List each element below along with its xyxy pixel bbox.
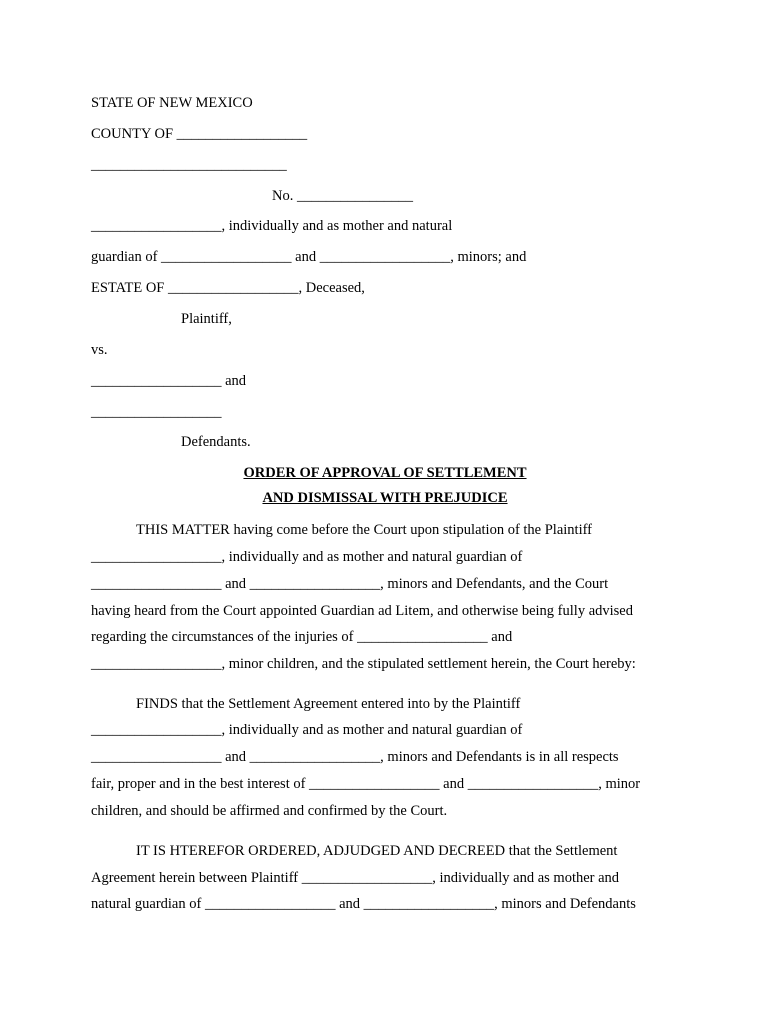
paragraph1-line: __________________, minor children, and the stipulated settlement herein, the Court hereby:	[91, 656, 636, 672]
plaintiff-line-3: ESTATE OF __________________, Deceased,	[91, 280, 365, 296]
paragraph2-line: FINDS that the Settlement Agreement entered into by the Plaintiff	[136, 696, 521, 712]
paragraph2-line: __________________, individually and as mother and natural guardian of	[91, 722, 523, 738]
paragraph2-line: __________________ and __________________, minors and Defendants is in all respects	[91, 749, 619, 765]
defendants-label: Defendants.	[181, 434, 251, 450]
defendant-line-2: __________________	[91, 404, 222, 420]
defendant-line-1: __________________ and	[91, 373, 247, 389]
plaintiff-line-1: __________________, individually and as mother and natural	[91, 218, 453, 234]
order-title-line-2: AND DISMISSAL WITH PREJUDICE	[262, 490, 508, 506]
county-line: COUNTY OF __________________	[91, 126, 308, 142]
versus-label: vs.	[91, 342, 108, 358]
paragraph2-line: children, and should be affirmed and confirmed by the Court.	[91, 803, 448, 819]
paragraph3-line: Agreement herein between Plaintiff __________________, individually and as mother and	[91, 870, 620, 886]
state-heading: STATE OF NEW MEXICO	[91, 95, 253, 111]
paragraph3-line: IT IS HTEREFOR ORDERED, ADJUDGED AND DECREED that the Settlement	[136, 843, 618, 859]
paragraph3-line: natural guardian of __________________ and __________________, minors and Defendants	[91, 896, 636, 912]
paragraph1-line: __________________, individually and as mother and natural guardian of	[91, 549, 523, 565]
paragraph1-line: regarding the circumstances of the injuries of __________________ and	[91, 629, 513, 645]
plaintiff-line-2: guardian of __________________ and __________________, minors; and	[91, 249, 527, 265]
case-number: No. ________________	[272, 188, 413, 204]
court-blank-line: ___________________________	[91, 157, 287, 173]
plaintiff-label: Plaintiff,	[181, 311, 232, 327]
paragraph1-line: __________________ and __________________, minors and Defendants, and the Court	[91, 576, 609, 592]
paragraph1-line: having heard from the Court appointed Guardian ad Litem, and otherwise being fully advised	[91, 603, 633, 619]
order-title-line-1: ORDER OF APPROVAL OF SETTLEMENT	[243, 465, 527, 481]
paragraph2-line: fair, proper and in the best interest of __________________ and __________________, minor	[91, 776, 641, 792]
paragraph1-line: THIS MATTER having come before the Court upon stipulation of the Plaintiff	[136, 522, 593, 538]
